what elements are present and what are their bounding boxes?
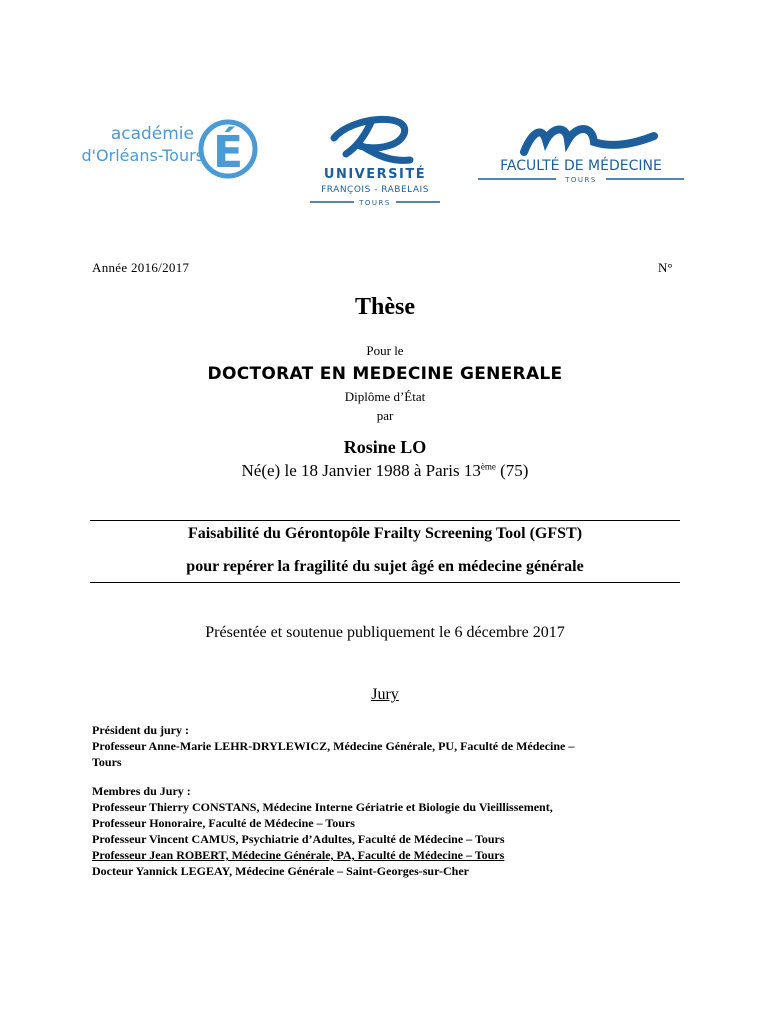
faculte-logo-line2: TOURS — [565, 176, 597, 184]
academie-logo-letter: É — [212, 127, 244, 178]
member-line: Professeur Jean ROBERT, Médecine Générale, PA, Faculté de Médecine – Tours — [92, 848, 505, 862]
universite-logo — [302, 112, 448, 208]
president-line1: Professeur Anne-Marie LEHR-DRYLEWICZ, Médecine Générale, PU, Faculté de Médecine – — [92, 739, 575, 753]
thesis-title-line1: Faisabilité du Gérontopôle Frailty Screening Tool (GFST) — [187, 525, 583, 542]
academic-year: Année 2016/2017 — [92, 260, 190, 275]
jury-president-block — [92, 722, 682, 770]
par-text: par — [376, 408, 394, 423]
presentation-date: Présentée et soutenue publiquement le 6 décembre 2017 — [205, 624, 565, 641]
president-line2: Tours — [92, 755, 122, 769]
thesis-number: N° — [658, 260, 673, 275]
diploma-text: Diplôme d’État — [344, 389, 426, 404]
degree-title: DOCTORAT EN MEDECINE GENERALE — [207, 364, 563, 384]
universite-logo-line3: TOURS — [359, 199, 391, 207]
academie-logo — [81, 107, 260, 183]
author-name: Rosine LO — [343, 437, 427, 457]
academie-logo-line2: d'Orléans-Tours — [81, 146, 204, 165]
universite-logo-line1: UNIVERSITÉ — [323, 167, 427, 182]
faculte-logo — [474, 118, 688, 188]
universite-logo-line2: FRANÇOIS - RABELAIS — [321, 185, 429, 195]
member-line: Professeur Vincent CAMUS, Psychiatrie d’Adultes, Faculté de Médecine – Tours — [92, 832, 505, 846]
pour-le-text: Pour le — [366, 343, 404, 358]
divider-top — [90, 520, 680, 521]
member-line: Professeur Honoraire, Faculté de Médecine – Tours — [92, 816, 355, 830]
birth-info-sup: ème — [480, 461, 496, 472]
birth-info-after: (75) — [495, 461, 529, 480]
member-line: Professeur Thierry CONSTANS, Médecine Interne Gériatrie et Biologie du Vieillissement, — [92, 800, 553, 814]
member-line: Docteur Yannick LEGEAY, Médecine Générale – Saint-Georges-sur-Cher — [92, 864, 469, 878]
jury-heading: Jury — [371, 686, 399, 703]
thesis-title-line2: pour repérer la fragilité du sujet âgé en médecine générale — [186, 558, 584, 575]
birth-info — [0, 461, 770, 481]
academie-logo-line1: académie — [110, 124, 194, 144]
jury-members-block — [92, 783, 682, 879]
president-label: Président du jury : — [92, 723, 189, 737]
members-label: Membres du Jury : — [92, 784, 191, 798]
divider-bottom — [90, 582, 680, 583]
birth-info-main: Né(e) le 18 Janvier 1988 à Paris 13 — [241, 461, 481, 480]
faculte-logo-line1: FACULTÉ DE MÉDECINE — [500, 158, 662, 174]
page-title: Thèse — [355, 294, 415, 320]
